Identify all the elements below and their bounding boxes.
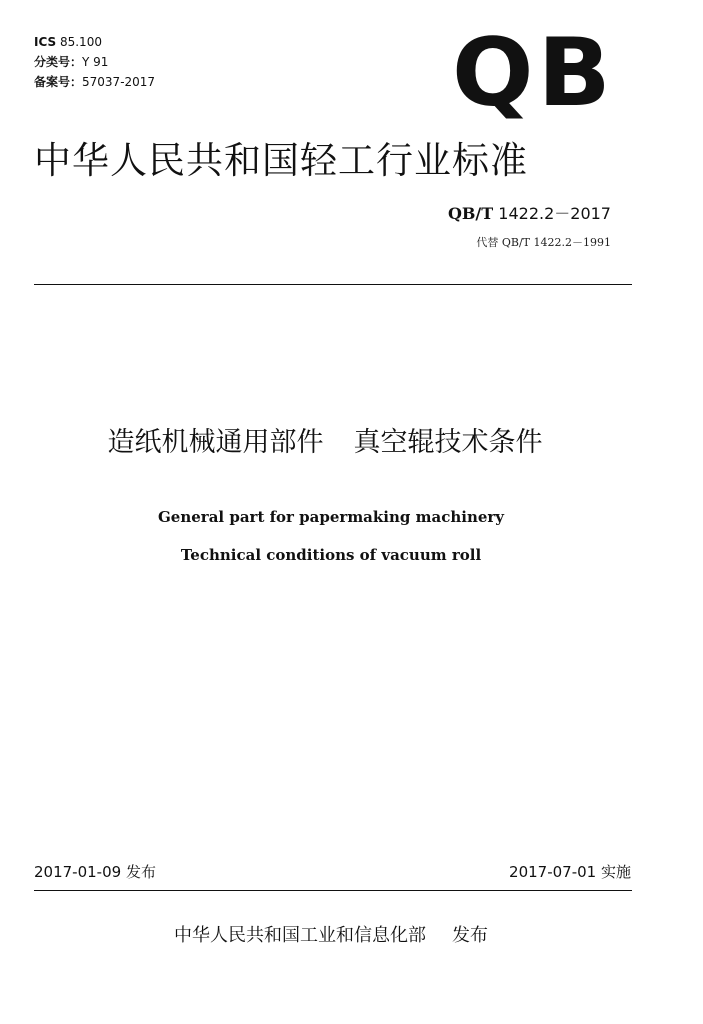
qb-logo: QB — [452, 19, 615, 128]
record-line — [34, 72, 155, 92]
replaces-note: 代替 QB/T 1422.2－1991 — [476, 236, 611, 249]
document-title-en-line2: Technical conditions of vacuum roll — [180, 546, 482, 564]
issue-date: 2017-01-09 发布 — [34, 863, 156, 881]
ics-value: 85.100 — [59, 35, 102, 49]
document-title-cn-part2: 真空辊技术条件 — [353, 427, 543, 458]
standard-code-number: 1422.2－2017 — [498, 204, 611, 223]
class-value: Y 91 — [82, 55, 109, 69]
standard-code-prefix: QB/T — [447, 204, 494, 223]
record-value: 57037-2017 — [82, 75, 156, 89]
publisher-name: 中华人民共和国工业和信息化部 — [174, 925, 426, 946]
publisher — [0, 924, 662, 948]
ics-label: ICS — [34, 35, 57, 49]
implementation-date: 2017-07-01 实施 — [509, 863, 631, 881]
header-divider — [34, 284, 632, 285]
standard-code — [448, 204, 611, 224]
footer-divider — [34, 890, 632, 891]
document-title-en-line1: General part for papermaking machinery — [157, 508, 505, 526]
record-label: 备案号： — [34, 75, 83, 89]
standard-title: 中华人民共和国轻工行业标准 — [34, 139, 528, 182]
document-title-cn-part1: 造纸机械通用部件 — [107, 427, 324, 458]
classification-block — [34, 32, 155, 92]
document-title-cn — [0, 425, 650, 461]
publisher-action: 发布 — [452, 925, 488, 946]
ics-line — [34, 32, 155, 52]
class-line — [34, 52, 155, 72]
class-label: 分类号： — [34, 55, 83, 69]
